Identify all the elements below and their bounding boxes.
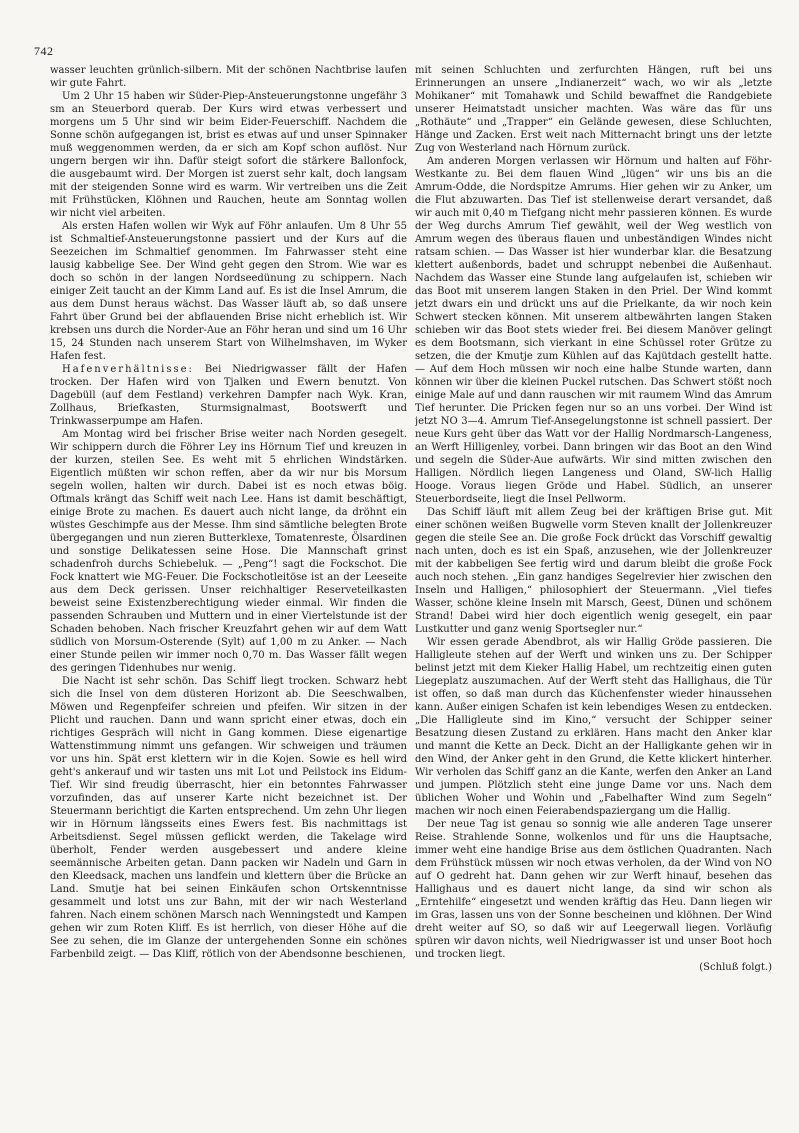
paragraph: Wir essen gerade Abendbrot, als wir Hallig Gröde passieren. Die Halligleute stehen auf der Werft und winken uns zu. Der Schipper belinst jetzt mit dem Kieker Hallig Habel, um rechtzeitig einen guten Liegeplatz auszumachen. Auf der Werft steht das Hallighaus, die Tür ist offen, so daß man durch das Küchenfenster wieder hinaussehen kann. Außer einigen Schafen ist kein lebendiges Wesen zu entdecken. „Die Halligleute sind im Kino,“ versucht der Schipper seiner Besatzung diesen Zustand zu erklären. Hans macht den Anker klar und mannt die Kette an Deck. Dicht an der Halligkante gehen wir in den Wind, der Anker geht in den Grund, die Kette klickert hinterher. Wir verholen das Schiff ganz an die Kante, werfen den Anker an Land und jumpen. Plötzlich steht eine junge Dame vor uns. Nach dem üblichen Woher und Wohin und „Fabelhafter Wind zum Segeln“ machen wir noch einen Feierabendspaziergang um die Hallig.	[415, 637, 772, 817]
paragraph: Der neue Tag ist genau so sonnig wie alle anderen Tage unserer Reise. Strahlende Sonne, wolkenlos und für uns die Hauptsache, immer weht eine handige Brise aus dem östlichen Quadranten. Nach dem Frühstück müssen wir noch etwas verholen, da der Wind von NO auf O gedreht hat. Dann gehen wir zur Werft hinauf, besehen das Hallighaus und es dauert nicht lange, da sind wir schon als „Erntehilfe“ eingesetzt und wenden kräftig das Heu. Dann liegen wir im Gras, lassen uns von der Sonne bescheinen und klöhnen. Der Wind dreht weiter auf SO, so daß wir auf Leegerwall liegen. Vorläufig spüren wir davon nichts, weil Niedrigwasser ist und unser Boot hoch und trocken liegt.	[415, 819, 772, 960]
harbor-text: Bei Niedrigwasser fällt der Hafen trocken. Der Hafen wird von Tjalken und Ewern benutzt. Von Dagebüll (auf dem Festland) verkehren Dampfer nach Wyk. Kran, Zollhaus, Briefkasten, Sturmsignalmast, Bootswerft und Trinkwasserpumpe am Hafen.	[50, 364, 407, 427]
paragraph: Die Nacht ist sehr schön. Das Schiff liegt trocken. Schwarz hebt sich die Insel von dem düsteren Horizont ab. Die Seeschwalben, Möwen und Regenpfeifer schreien und pfeifen. Wir sitzen in der Plicht und rauchen. Dann und wann spricht einer etwas, doch ein richtiges Gespräch will nicht in Gang kommen. Diese eigenartige Wattenstimmung nimmt uns gefangen. Wir schweigen und träumen vor uns hin. Spät erst klettern wir in die Kojen. Sowie es hell wird geht's ankerauf und wir tasten uns mit Lot und Peilstock ins Eidum-Tief. Wir sind freudig überrascht, hier ein betonntes Fahrwasser vorzufinden, das auf unserer Karte nicht bezeichnet ist. Der Steuermann berichtigt die Karten entsprechend. Um zehn Uhr liegen wir in Hörnum längsseits eines Ewers fest. Bis nachmittags ist Arbeitsdienst. Segel müssen geflickt werden, die Takelage wird überholt, Fender werden ausgebessert und andere kleine seemännische Arbeiten getan. Dann packen wir Nadeln und Garn in den Kleedsack, machen uns landfein und klettern über die Brücke an Land. Smutje hat bei seinen Einkäufen schon Ortskenntnisse gesammelt und lotst uns zur Bahn, mit der wir nach Westerland fahren. Nach einem schönen Marsch nach Wenningstedt und Kampen gehen wir zum Roten Kliff. Es ist herrlich, von dieser Höhe auf die See zu sehen, die im Glanze der untergehenden Sonne ein schönes Farbenbild zeigt. — Das Kliff, rötlich von der Abendsonne beschienen,	[50, 676, 407, 960]
page-number: 742	[34, 44, 54, 58]
paragraph: mit seinen Schluchten und zerfurchten Hängen, ruft bei uns Erinnerungen an unsere „Indianerzeit“ wach, wo wir als „letzte Mohikaner“ mit Tomahawk und Schild bewaffnet die Randgebiete unserer Heimatstadt unsicher machten. Was wäre das für uns „Rothäute“ und „Trapper“ ein Gelände gewesen, diese Schluchten, Hänge und Zacken. Erst weit nach Mitternacht bringt uns der letzte Zug von Westerland nach Hörnum zurück.	[415, 65, 772, 154]
paragraph: Das Schiff läuft mit allem Zeug bei der kräftigen Brise gut. Mit einer schönen weißen Bugwelle vorm Steven knallt der Jollenkreuzer gegen die steile See an. Die große Fock drückt das Vorschiff gewaltig nach unten, doch es ist ein Spaß, anzusehen, wie der Jollenkreuzer mit der kabbeligen See fertig wird und darum bleibt die große Fock auch noch stehen. „Ein ganz handiges Segelrevier hier zwischen den Inseln und Halligen,“ philosophiert der Steuermann. „Viel tiefes Wasser, schöne kleine Inseln mit Marsch, Geest, Dünen und schönem Strand! Dabei wird hier doch eigentlich wenig gesegelt, ein paar Lustkutter und ganz wenig Sportsegler nur.“	[415, 507, 772, 635]
left-column	[50, 64, 407, 1104]
harbor-paragraph	[50, 363, 407, 428]
paragraph: Als ersten Hafen wollen wir Wyk auf Föhr anlaufen. Um 8 Uhr 55 ist Schmaltief-Ansteuerungstonne passiert und der Kurs auf die Seezeichen im Schmaltief genommen. Im Fahrwasser steht eine lausig kabbelige See. Der Wind geht gegen den Strom. Wie war es doch so schön in der langen Nordseedünung zu schippern. Nach einiger Zeit taucht an der Kimm Land auf. Es ist die Insel Amrum, die aus dem Dunst heraus wächst. Das Wasser läuft ab, so daß unsere Fahrt über Grund bei der abflauenden Brise nicht erheblich ist. Wir krebsen uns durch die Norder-Aue an Föhr heran und sind um 16 Uhr 15, 24 Stunden nach unserem Start von Wilhelmshaven, im Wyker Hafen fest.	[50, 221, 407, 362]
closing-note: (Schluß folgt.)	[699, 962, 772, 973]
paragraph: Am anderen Morgen verlassen wir Hörnum und halten auf Föhr-Westkante zu. Bei dem flauen Wind „lügen“ wir uns bis an die Amrum-Odde, die Nordspitze Amrums. Hier gehen wir zu Anker, um die Flut abzuwarten. Das Tief ist stellenweise derart versandet, daß wir auch mit 0,40 m Tiefgang nicht mehr passieren können. Es wurde der Weg durchs Amrum Tief gewählt, weil der Weg westlich von Amrum wegen des überaus flauen und unbeständigen Windes nicht ratsam schien. — Das Wasser ist hier wunderbar klar. die Besatzung klettert außenbords, badet und schruppt nebenbei die Außenhaut. Nachdem das Wasser eine Stunde lang aufgelaufen ist, schieben wir das Boot mit unserem langen Staken in den Priel. Der Wind kommt jetzt dwars ein und drückt uns auf die Prielkante, da wir noch kein Schwert stecken können. Mit unserem altbewährten langen Staken schieben wir das Boot stets wieder frei. Bei diesem Manöver gelingt es dem Bootsmann, sich vierkant in eine Schüssel roter Grütze zu setzen, die der Kmutje zum Kühlen auf das Kajütdach gestellt hatte. — Auf dem Hoch müssen wir noch eine halbe Stunde warten, dann können wir über die kleinen Puckel rutschen. Das Schwert stößt noch einige Male auf und dann rauschen wir mit raumem Wind das Amrum Tief herunter. Die Pricken fegen nur so an uns vorbei. Der Wind ist jetzt NO 3—4. Amrum Tief-Ansegelungstonne ist schnell passiert. Der neue Kurs geht über das Watt vor der Hallig Nordmarsch-Langeness, an Werft Hilligenley, vorbei. Dann bringen wir das Boot an den Wind und segeln die Süder-Aue aufwärts. Wir sind mitten zwischen den Halligen. Nördlich liegen Langeness und Oland, SW-lich Hallig Hooge. Voraus liegen Gröde und Habel. Südlich, an unserer Steuerbordseite, liegt die Insel Pellworm.	[415, 156, 772, 505]
paragraph: Um 2 Uhr 15 haben wir Süder-Piep-Ansteuerungstonne ungefähr 3 sm an Steuerbord querab. Der Kurs wird etwas verbessert und morgens um 5 Uhr sind wir beim Eider-Feuerschiff. Nachdem die Sonne schön aufgegangen ist, brist es etwas auf und unser Spinnaker muß weggenommen werden, da er sich am Kopf schon auflöst. Nur ungern bergen wir ihn. Dafür steigt sofort die stärkere Ballonfock, die ausgebaumt wird. Der Morgen ist zuerst sehr kalt, doch langsam mit der steigenden Sonne wird es warm. Wir vertreiben uns die Zeit mit Frühstücken, Klöhnen und Rauchen, heute am Sonntag wollen wir nicht viel arbeiten.	[50, 91, 407, 219]
paragraph: Am Montag wird bei frischer Brise weiter nach Norden gesegelt. Wir schippern durch die Föhrer Ley ins Hörnum Tief und kreuzen in der kurzen, steilen See. Es weht mit 5 ehrlichen Windstärken. Eigentlich müßten wir schon reffen, aber da wir nur bis Morsum segeln wollen, halten wir durch. Dabei ist es noch etwas böig. Oftmals krängt das Schiff weit nach Lee. Hans ist damit beschäftigt, einige Brote zu machen. Es dauert auch nicht lange, da dröhnt ein wüstes Geschimpfe aus der Messe. Ihm sind sämtliche belegten Brote übergegangen und nun zieren Butterklexe, Tomatenreste, Ölsardinen und sonstige Delikatessen seine Hose. Die Mannschaft grinst schadenfroh durchs Schiebeluk. — „Peng“! sagt die Fockschot. Die Fock knattert wie MG-Feuer. Die Fockschotleitöse ist an der Leeseite aus dem Deck gerissen. Unser reichhaltiger Reserveteilkasten beweist seine Existenzberechtigung wieder einmal. Wir finden die passenden Schrauben und Muttern und in einer Viertelstunde ist der Schaden behoben. Nach frischer Kreuzfahrt gehen wir auf dem Watt südlich von Morsum-Osterende (Sylt) auf 1,00 m zu Anker. — Nach einer Stunde peilen wir immer noch 0,70 m. Das Wasser fällt wegen des geringen Tidenhubes nur wenig.	[50, 429, 407, 674]
paragraph: wasser leuchten grünlich-silbern. Mit der schönen Nachtbrise laufen wir gute Fahrt.	[50, 65, 407, 89]
right-column	[415, 64, 772, 1104]
harbor-heading: Hafenverhältnisse:	[62, 364, 194, 375]
article-body	[50, 64, 772, 1104]
